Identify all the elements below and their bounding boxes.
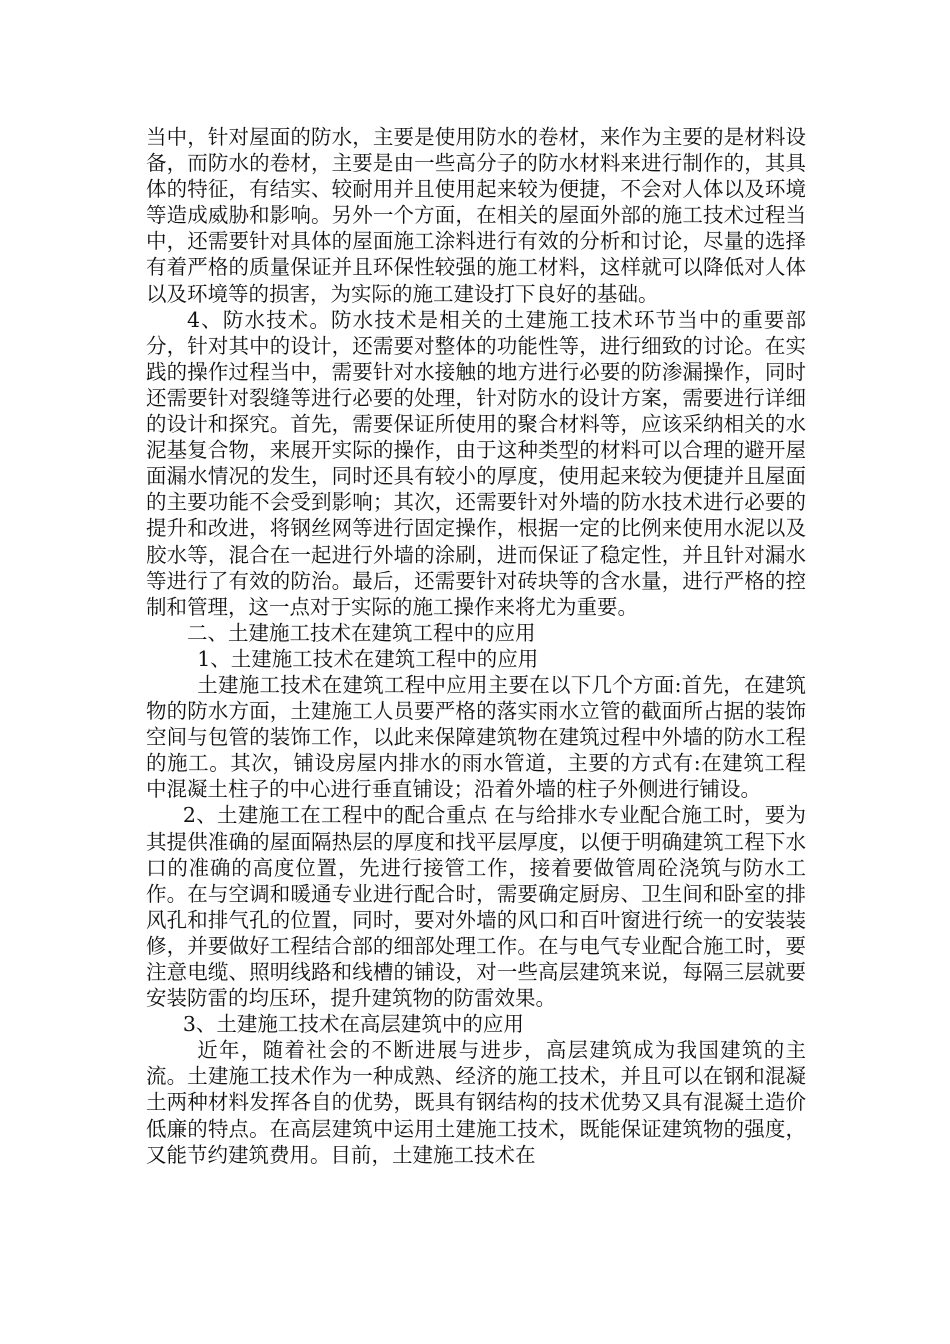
body-paragraph-highrise: 近年，随着社会的不断进展与进步，高层建筑成为我国建筑的主流。土建施工技术作为一种成熟、经济的施工技术，并且可以在钢和混凝土两种材料发挥各自的优势，既具有钢结构的技术优势又具有混凝土造价低廉的特点。在高层建筑中运用土建施工技术，既能保证建筑物的强度，又能节约建筑费用。目前，土建施工技术在 [146,1038,806,1167]
section-heading-2: 二、土建施工技术在建筑工程中的应用 [187,620,536,645]
body-paragraph-continuation: 当中，针对屋面的防水，主要是使用防水的卷材，来作为主要的是材料设备，而防水的卷材，主要是由一些高分子的防水材料来进行制作的，其具体的特征，有结实、较耐用并且使用起来较为便捷，不会对人体以及环境等造成威胁和影响。另外一个方面，在相关的屋面外部的施工技术过程当中，还需要针对具体的屋面施工涂料进行有效的分析和讨论，尽量的选择有着严格的质量保证并且环保性较强的施工材料，这样就可以降低对人体以及环境等的损害，为实际的施工建设打下良好的基础。 [146,125,806,306]
subsection-heading-2-3: 3、土建施工技术在高层建筑中的应用 [182,1012,524,1037]
body-paragraph-application: 土建施工技术在建筑工程中应用主要在以下几个方面:首先，在建筑物的防水方面，土建施工人员要严格的落实雨水立管的截面所占据的装饰空间与包管的装饰工作，以此来保障建筑物在建筑过程中外墙的防水工程的施工。其次，铺设房屋内排水的雨水管道，主要的方式有:在建筑工程中混凝土柱子的中心进行垂直铺设；沿着外墙的柱子外侧进行铺设。 [146,672,806,802]
subsection-heading-2-1: 1、土建施工技术在建筑工程中的应用 [197,646,539,671]
document-page [146,124,806,1168]
body-paragraph-coordination: 2、土建施工在工程中的配合重点 在与给排水专业配合施工时，要为其提供准确的屋面隔热层的厚度和找平层厚度，以便于明确建筑工程下水口的准确的高度位置，先进行接管工作，接着要做管周砼浇筑与防水工作。在与空调和暖通专业进行配合时，需要确定厨房、卫生间和卧室的排风孔和排气孔的位置，同时，要对外墙的风口和百叶窗进行统一的安装装修，并要做好工程结合部的细部处理工作。在与电气专业配合施工时，要注意电缆、照明线路和线槽的铺设，对一些高层建筑来说，每隔三层就要安装防雷的均压环，提升建筑物的防雷效果。 [146,803,806,1011]
body-paragraph-waterproof-technology: 4、防水技术。防水技术是相关的土建施工技术环节当中的重要部分，针对其中的设计，还需要对整体的功能性等，进行细致的讨论。在实践的操作过程当中，需要针对水接触的地方进行必要的防渗漏操作，同时还需要针对裂缝等进行必要的处理，针对防水的设计方案，需要进行详细的设计和探究。首先，需要保证所使用的聚合材料等，应该采纳相关的水泥基复合物，来展开实际的操作，由于这种类型的材料可以合理的避开屋面漏水情况的发生，同时还具有较小的厚度，使用起来较为便捷并且屋面的主要功能不会受到影响；其次，还需要针对外墙的防水技术进行必要的提升和改进，将钢丝网等进行固定操作，根据一定的比例来使用水泥以及胶水等，混合在一起进行外墙的涂刷，进而保证了稳定性，并且针对漏水等进行了有效的防治。最后，还需要针对砖块等的含水量，进行严格的控制和管理，这一点对于实际的施工操作来将尤为重要。 [146,307,806,619]
